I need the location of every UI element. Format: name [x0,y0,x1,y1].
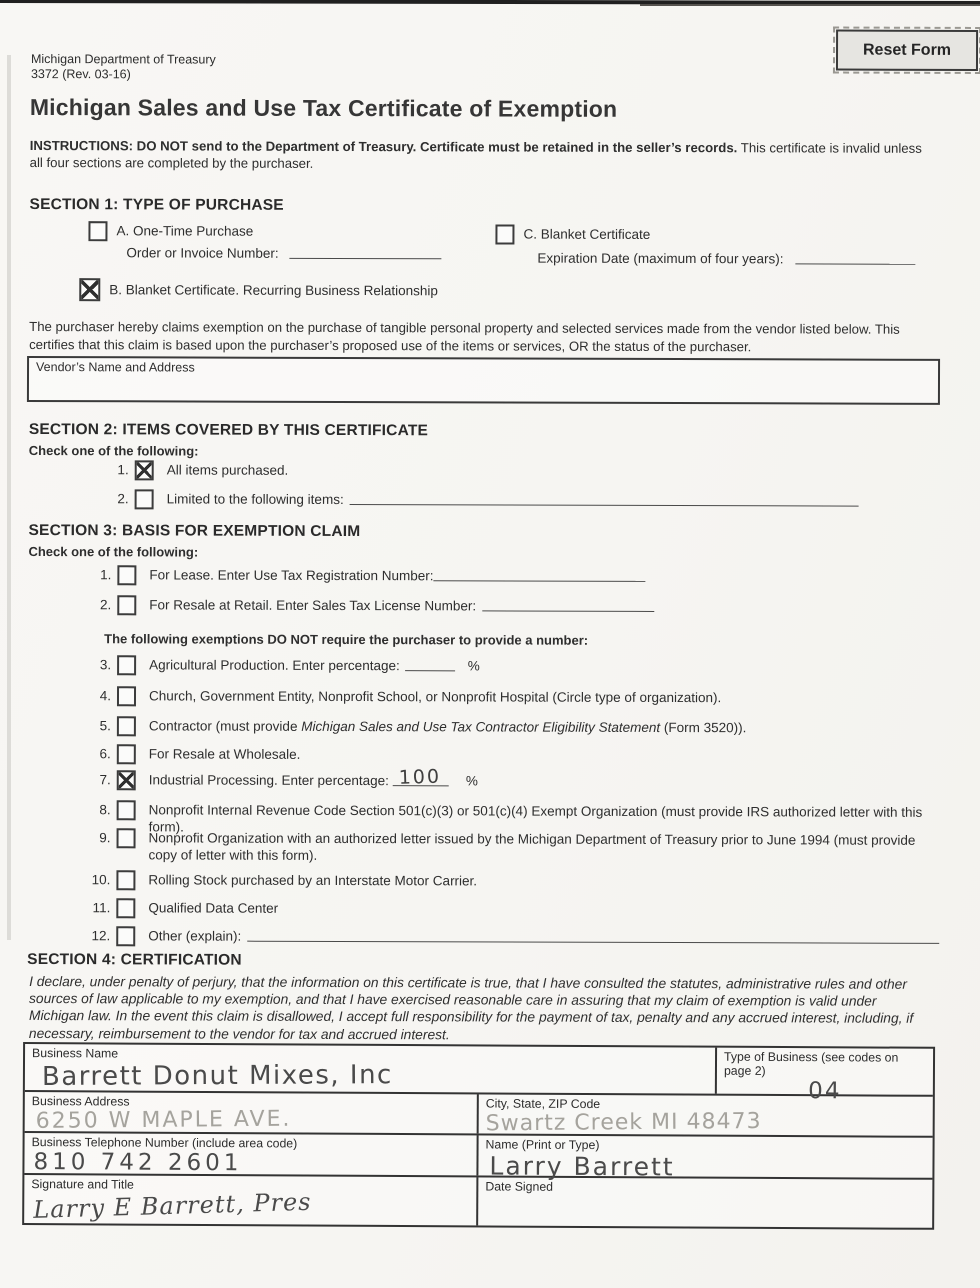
section3-title: SECTION 3: BASIS FOR EXEMPTION CLAIM [28,521,361,541]
s3-item-4-number: 4. [99,688,112,704]
s2-item-2-row [107,489,941,512]
name-print-value: Larry Barrett [489,1151,675,1182]
business-address-label: Business Address [31,1094,130,1109]
s3-item-3-percent: % [467,658,480,674]
s3-item-5-label-pre: Contractor (must provide [148,718,302,734]
form-title: Michigan Sales and Use Tax Certificate of Exemption [29,93,618,122]
expiration-date-label: Expiration Date (maximum of four years): [537,250,784,267]
business-address-cell[interactable] [25,1092,477,1133]
option-c-label: C. Blanket Certificate [523,226,651,242]
s2-item-2-label: Limited to the following items: [166,491,344,507]
s3-item-3-label: Agricultural Production. Enter percentage: [149,657,400,674]
city-state-zip-label: City, State, ZIP Code [485,1096,601,1112]
s3-item-7-percent: % [465,773,478,789]
option-a-label: A. One-Time Purchase [116,223,254,239]
s3-item-9-label: Nonprofit Organization with an authorized letter issued by the Michigan Department of Treasury prior to June 1994 (must provide copy of letter with this form). [148,830,916,863]
s3-item-11-row [82,898,939,921]
instructions-text [30,137,938,174]
name-print-label: Name (Print or Type) [485,1137,600,1153]
industrial-percentage-line[interactable] [393,765,449,789]
date-signed-cell[interactable] [476,1177,932,1227]
business-name-value: Barrett Donut Mixes, Inc [41,1060,393,1092]
s3-item-1-number: 1. [100,567,112,583]
vendor-name-address-field[interactable] [27,356,940,405]
s3-item-10-row [82,870,939,893]
signature-label: Signature and Title [31,1177,134,1192]
checkbox-contractor[interactable] [117,716,136,736]
order-invoice-label: Order or Invoice Number: [126,245,279,261]
s3-item-9-number: 9. [99,830,111,846]
s3-item-4-label: Church, Government Entity, Nonprofit School, or Nonprofit Hospital (Circle type of organization). [148,688,722,706]
checkbox-church-government[interactable] [117,686,136,706]
s3-item-8-number: 8. [99,802,111,818]
checkbox-all-items-purchased[interactable] [135,460,154,480]
business-name-cell[interactable] [25,1044,715,1094]
city-state-zip-value: Swartz Creek MI 48473 [485,1108,762,1137]
use-tax-registration-line[interactable] [434,566,646,582]
instructions-rest: This certificate is invalid unless all four sections are completed by the purchaser. [29,140,922,171]
s3-item-1-label: For Lease. Enter Use Tax Registration Number: [149,567,434,584]
section1-title: SECTION 1: TYPE OF PURCHASE [29,195,284,214]
option-a-row [88,221,253,242]
industrial-percentage-value: 100 [398,765,442,789]
agency-block [31,52,216,83]
section2-instruction: Check one of the following: [28,442,199,459]
s3-item-1-row [83,565,940,588]
vendor-box-label: Vendor’s Name and Address [36,360,195,375]
checkbox-agricultural-production[interactable] [117,655,136,675]
s3-item-5-label-italic: Michigan Sales and Use Tax Contractor Eligibility Statement [301,718,661,735]
s3-item-3-number: 3. [99,657,112,673]
s2-item-1-label: All items purchased. [166,462,289,478]
s3-item-6-label: For Resale at Wholesale. [148,746,301,762]
type-of-business-label: Type of Business (see codes on page 2) [723,1049,899,1078]
checkbox-blanket-recurring[interactable] [79,278,100,301]
type-of-business-cell[interactable] [715,1048,933,1105]
s3-item-6-row [83,744,940,767]
checkbox-industrial-processing[interactable] [117,770,136,790]
s3-item-3-row [83,655,940,678]
checkbox-blanket-certificate[interactable] [495,224,514,244]
checkbox-for-lease[interactable] [117,565,136,585]
business-address-value: 6250 W MAPLE AVE. [35,1106,292,1134]
checkbox-limited-items[interactable] [135,489,154,509]
s3-item-2-row [83,595,940,618]
telephone-cell[interactable] [24,1133,476,1175]
telephone-value: 810 742 2601 [33,1149,243,1177]
date-signed-label: Date Signed [485,1179,554,1194]
checkbox-nonprofit-authorized-letter[interactable] [117,828,136,848]
s3-item-5-label [149,716,747,736]
agricultural-percentage-line[interactable] [405,656,455,671]
signature-cell[interactable] [24,1175,476,1225]
checkbox-resale-wholesale[interactable] [117,744,136,764]
s3-item-9-row [82,828,939,866]
s3-item-11-number: 11. [92,900,111,916]
name-print-cell[interactable] [476,1135,932,1182]
s2-item-1-row [107,460,941,483]
checkbox-other-explain[interactable] [116,926,135,946]
s3-item-4-row [83,686,940,709]
section3-note: The following exemptions DO NOT require the purchaser to provide a number: [104,631,589,648]
s3-item-5-number: 5. [99,718,111,734]
s2-item-2-number: 2. [117,491,129,507]
s3-item-10-label: Rolling Stock purchased by an Interstate Motor Carrier. [148,872,478,889]
section3-instruction: Check one of the following: [28,543,199,560]
checkbox-qualified-data-center[interactable] [116,898,135,918]
section2-title: SECTION 2: ITEMS COVERED BY THIS CERTIFICATE [28,420,429,440]
certification-text: I declare, under penalty of perjury, that the information on this certificate is true, that I have consulted the statutes, administrative rules and other sources of law applicable to my exemption, and that I have exercised reasonable care in assuring that my claim of exemption is valid under Michigan law. In the event this claim is disallowed, I accept full responsibility for the payment of tax, penalty and any accrued interest, including, if necessary, reimbursement to the vendor for tax and accrued interest. [28,974,914,1042]
s3-item-10-number: 10. [91,872,111,888]
form-number: 3372 (Rev. 03-16) [30,67,131,82]
purchaser-claim-text: The purchaser hereby claims exemption on the purchase of tangible personal property and selected services made from the vendor listed below. This certifies that this claim is based upon the purchaser’s proposed use of the items or services, OR the status of the purchaser. [29,318,900,354]
s3-item-2-number: 2. [99,597,112,613]
instructions-bold: INSTRUCTIONS: DO NOT send to the Department of Treasury. Certificate must be retained in the seller’s records. [29,137,738,156]
expiration-date-line[interactable] [795,249,915,264]
s2-item-1-number: 1. [117,462,129,478]
checkbox-one-time-purchase[interactable] [88,221,107,241]
checkbox-nonprofit-501c[interactable] [117,800,136,820]
s3-item-7-label: Industrial Processing. Enter percentage: [148,772,389,789]
other-explain-line[interactable] [247,927,939,944]
order-invoice-line[interactable] [289,244,441,259]
business-name-label: Business Name [32,1046,119,1061]
checkbox-rolling-stock[interactable] [116,870,135,890]
agency-name: Michigan Department of Treasury [30,52,216,67]
s3-item-7-row [83,765,940,793]
city-state-zip-cell[interactable] [477,1094,933,1135]
s3-item-6-number: 6. [99,746,111,762]
s3-item-8-label: Nonprofit Internal Revenue Code Section 501(c)(3) or 501(c)(4) Exempt Organization (must provide IRS authorized letter with this form). [148,802,923,834]
s3-item-11-label: Qualified Data Center [148,900,279,916]
s3-item-12-label: Other (explain): [148,928,242,944]
section4-title: SECTION 4: CERTIFICATION [27,950,242,969]
certification-table [22,1042,935,1230]
s3-item-5-label-post: (Form 3520)). [660,719,747,736]
signature-ink: Larry E Barrett, Pres [32,1187,312,1224]
option-c-row [495,224,650,244]
option-b-label: B. Blanket Certificate. Recurring Business Relationship [109,282,438,299]
s3-item-12-number: 12. [91,928,111,944]
limited-items-line[interactable] [350,490,859,507]
option-b-row [79,278,438,302]
checkbox-resale-retail[interactable] [117,595,136,615]
reset-form-button[interactable]: Reset Form [836,30,978,71]
s3-item-12-row [82,926,939,949]
sales-tax-license-line[interactable] [482,596,654,612]
s3-item-5-row [83,716,940,739]
s3-item-2-label: For Resale at Retail. Enter Sales Tax License Number: [149,597,477,614]
type-of-business-value: 04 [808,1078,842,1105]
s3-item-7-number: 7. [99,772,111,788]
telephone-label: Business Telephone Number (include area code) [31,1135,298,1151]
